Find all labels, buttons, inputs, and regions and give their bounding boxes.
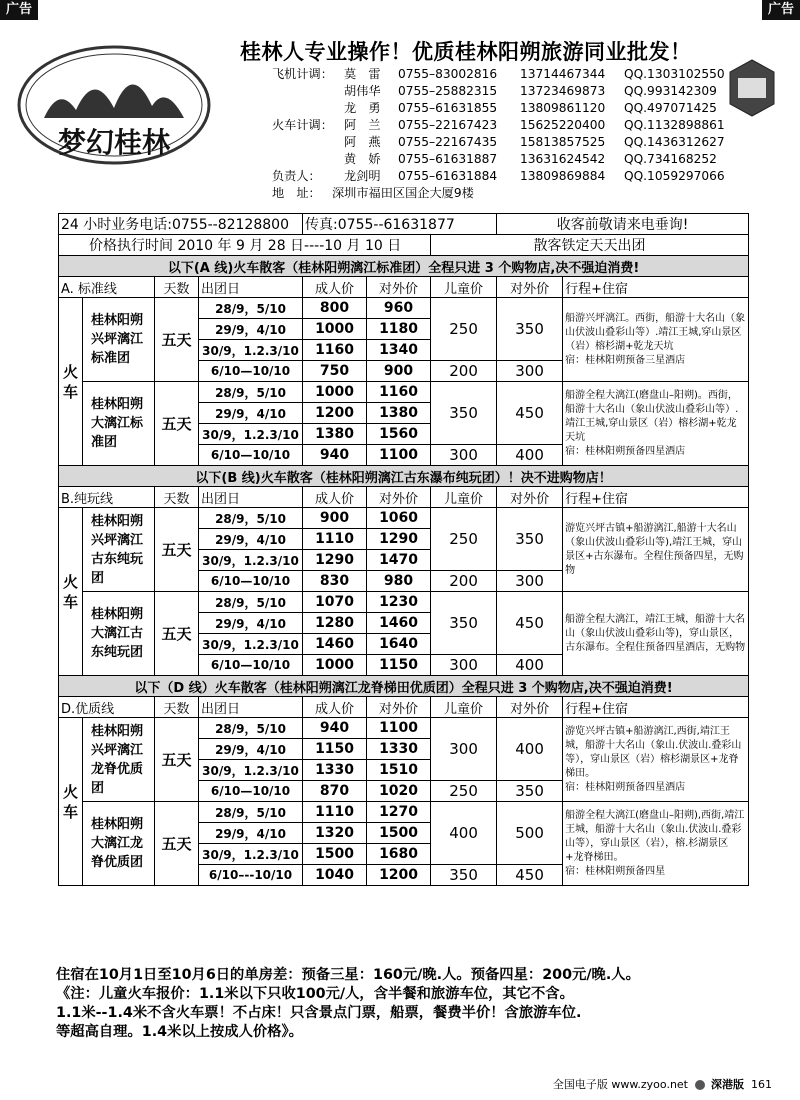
departure-date: 28/9，5/10 [199,592,303,613]
call-note: 收客前敬请来电垂询! [497,214,749,235]
itinerary [563,802,749,886]
external-price: 900 [367,361,431,382]
adult-price: 750 [303,361,367,382]
contact-phone: 0755–61631887 [398,152,498,166]
hotel-text: 宿：桂林阳朔预备四星酒店 [565,781,686,793]
days: 五天 [155,382,199,466]
departure-date: 6/10—10/10 [199,361,303,382]
col-itinerary: 行程+住宿 [563,277,749,298]
price-row [59,802,749,823]
external-price: 1020 [367,781,431,802]
child-external-price: 450 [497,382,563,445]
itinerary [563,298,749,382]
adult-price: 1280 [303,613,367,634]
transport-label: 火车 [59,718,83,886]
daily-departure: 散客铁定天天出团 [431,235,749,256]
adult-price: 1000 [303,655,367,676]
days: 五天 [155,298,199,382]
departure-date: 6/10—10/10 [199,781,303,802]
contact-qq: QQ.497071425 [624,101,717,115]
departure-date: 30/9，1.2.3/10 [199,340,303,361]
transport-label: 火车 [59,298,83,466]
child-price-last: 200 [431,571,497,592]
col-child-external: 对外价 [497,487,563,508]
external-price: 1380 [367,403,431,424]
price-row [59,298,749,319]
external-price: 1150 [367,655,431,676]
col-date: 出团日 [199,697,303,718]
route-name: 桂林阳朔兴坪漓江古东纯玩团 [83,508,155,592]
contact-mobile: 15625220400 [520,118,606,132]
route-name: 桂林阳朔大漓江标准团 [83,382,155,466]
departure-date: 6/10—10/10 [199,445,303,466]
contact-phone: 0755–25882315 [398,84,498,98]
contact-mobile: 15813857525 [520,135,606,149]
adult-price: 940 [303,445,367,466]
days: 五天 [155,718,199,802]
departure-date: 28/9，5/10 [199,382,303,403]
child-external-price-last: 300 [497,571,563,592]
child-price-last: 200 [431,361,497,382]
hotline: 24 小时业务电话:0755--82128800 [59,214,303,235]
child-external-price-last: 400 [497,655,563,676]
departure-date: 29/9，4/10 [199,403,303,424]
line-name: D.优质线 [59,697,155,718]
validity-row [59,235,749,256]
adult-price: 940 [303,718,367,739]
contact-label: 火车计调： [272,118,333,132]
adult-price: 1200 [303,403,367,424]
departure-date: 29/9，4/10 [199,529,303,550]
external-price: 1200 [367,865,431,886]
itinerary [563,508,749,592]
footer-logo-icon [695,1080,705,1090]
external-price: 1100 [367,445,431,466]
external-price: 1500 [367,823,431,844]
days: 五天 [155,802,199,886]
departure-date: 29/9，4/10 [199,319,303,340]
price-row [59,508,749,529]
col-itinerary: 行程+住宿 [563,697,749,718]
contact-mobile: 13809869884 [520,169,606,183]
external-price: 1560 [367,424,431,445]
departure-date: 30/9，1.2.3/10 [199,634,303,655]
col-days: 天数 [155,697,199,718]
col-adult: 成人价 [303,277,367,298]
address-value: 深圳市福田区国企大厦9楼 [332,186,474,200]
footnote-line: 《注：儿童火车报价：1.1米以下只收100元/人，含半餐和旅游车位，其它不含。 [56,986,574,1002]
contact-phone: 0755–22167423 [398,118,498,132]
ad-label-right: 广告 [762,0,800,20]
quality-badge-icon [728,58,776,118]
itinerary [563,592,749,676]
external-price: 1330 [367,739,431,760]
section-title: 以下(B 线)火车散客（桂林阳朔漓江古东瀑布纯玩团）！决不进购物店！ [59,466,749,487]
col-child-external: 对外价 [497,697,563,718]
col-adult: 成人价 [303,697,367,718]
child-price-last: 250 [431,781,497,802]
contact-phone: 0755–83002816 [398,67,498,81]
days: 五天 [155,508,199,592]
col-external: 对外价 [367,697,431,718]
itinerary-text: 船游兴坪漓江。西街，船游十大名山（象山伏波山叠彩山等）.靖江王城,穿山景区（岩）榕杉湖+乾龙天坑 [565,312,746,352]
external-price: 1290 [367,529,431,550]
child-price: 250 [431,298,497,361]
adult-price: 1110 [303,529,367,550]
col-date: 出团日 [199,277,303,298]
contact-name: 胡伟华 [344,84,381,98]
logo-text: 梦幻桂林 [57,126,171,159]
contact-name: 龙剑明 [344,169,381,183]
route-name: 桂林阳朔兴坪漓江标准团 [83,298,155,382]
adult-price: 830 [303,571,367,592]
external-price: 1060 [367,508,431,529]
days: 五天 [155,592,199,676]
contact-label: 飞机计调： [272,67,333,81]
departure-date: 28/9，5/10 [199,298,303,319]
price-row [59,592,749,613]
col-itinerary: 行程+住宿 [563,487,749,508]
child-price-last: 300 [431,655,497,676]
contact-name: 阿 兰 [344,118,381,132]
route-name: 桂林阳朔兴坪漓江龙脊优质团 [83,718,155,802]
external-price: 1470 [367,550,431,571]
section-title: 以下（D 线）火车散客（桂林阳朔漓江龙脊梯田优质团）全程只进 3 个购物店,决不强迫消费! [59,676,749,697]
col-days: 天数 [155,277,199,298]
child-external-price: 500 [497,802,563,865]
footer-site: 全国电子版 www.zyoo.net [552,1078,688,1091]
itinerary-text: 船游全程大漓江(磨盘山–阳朔)。西街，船游十大名山（象山伏波山叠彩山等）.靖江王城,穿山景区（岩）榕杉湖+乾龙天坑 [565,389,739,443]
external-price: 960 [367,298,431,319]
departure-date: 29/9，4/10 [199,613,303,634]
section-title: 以下(A 线)火车散客（桂林阳朔漓江标准团）全程只进 3 个购物店,决不强迫消费! [59,256,749,277]
footer-edition: 深港版 [711,1078,744,1091]
company-logo [14,40,214,170]
price-row [59,718,749,739]
contact-qq: QQ.993142309 [624,84,717,98]
page-number: 161 [751,1078,772,1091]
itinerary-text: 游览兴坪古镇+船游漓江,西街,靖江王城，船游十大名山（象山.伏波山.叠彩山等），穿山景区（岩）榕杉湖景区+龙脊梯田。 [565,725,742,779]
route-name: 桂林阳朔大漓江龙脊优质团 [83,802,155,886]
departure-date: 28/9，5/10 [199,508,303,529]
child-external-price-last: 450 [497,865,563,886]
contact-mobile: 13631624542 [520,152,606,166]
contact-name: 龙 勇 [344,101,381,115]
child-external-price: 450 [497,592,563,655]
itinerary-text: 船游全程大漓江(磨盘山–阳朔),西街,靖江王城，船游十大名山（象山.伏波山.叠彩山等），穿山景区（岩），榕.杉湖景区+龙脊梯田。 [565,809,745,863]
contact-name: 阿 燕 [344,135,381,149]
child-price-last: 300 [431,445,497,466]
headline: 桂林人专业操作！优质桂林阳朔旅游同业批发！ [240,40,692,64]
external-price: 1640 [367,634,431,655]
child-external-price: 350 [497,508,563,571]
adult-price: 1000 [303,382,367,403]
fax: 传真:0755--61631877 [303,214,497,235]
external-price: 1270 [367,802,431,823]
adult-price: 870 [303,781,367,802]
adult-price: 1330 [303,760,367,781]
info-row [59,214,749,235]
header-row [59,487,749,508]
contact-phone: 0755–22167435 [398,135,498,149]
departure-date: 6/10–--10/10 [199,865,303,886]
adult-price: 1040 [303,865,367,886]
footnotes [56,966,776,1042]
adult-price: 1380 [303,424,367,445]
validity: 价格执行时间 2010 年 9 月 28 日----10 月 10 日 [59,235,431,256]
header-row [59,697,749,718]
departure-date: 6/10—10/10 [199,571,303,592]
adult-price: 1290 [303,550,367,571]
child-external-price: 400 [497,718,563,781]
child-external-price-last: 350 [497,781,563,802]
page-footer [553,1076,772,1092]
external-price: 1340 [367,340,431,361]
section-band [59,676,749,697]
price-row [59,382,749,403]
hotel-text: 宿：桂林阳朔预备三星酒店 [565,354,686,366]
adult-price: 1000 [303,319,367,340]
contact-qq: QQ.1132898861 [624,118,725,132]
contact-mobile: 13714467344 [520,67,606,81]
departure-date: 29/9，4/10 [199,739,303,760]
adult-price: 1500 [303,844,367,865]
col-external: 对外价 [367,277,431,298]
adult-price: 1150 [303,739,367,760]
child-price: 300 [431,718,497,781]
departure-date: 30/9，1.2.3/10 [199,550,303,571]
col-days: 天数 [155,487,199,508]
header-row [59,277,749,298]
contact-label: 负责人： [272,169,321,183]
price-table [58,213,749,886]
route-name: 桂林阳朔大漓江古东纯玩团 [83,592,155,676]
footnote-line: 等超高自理。1.4米以上按成人价格》。 [56,1024,303,1040]
adult-price: 1320 [303,823,367,844]
section-band [59,256,749,277]
external-price: 1460 [367,613,431,634]
external-price: 1180 [367,319,431,340]
child-price: 250 [431,508,497,571]
line-name: A. 标准线 [59,277,155,298]
external-price: 1510 [367,760,431,781]
col-child: 儿童价 [431,277,497,298]
contact-phone: 0755–61631855 [398,101,498,115]
contact-mobile: 13809861120 [520,101,606,115]
child-price-last: 350 [431,865,497,886]
ad-label-left: 广告 [0,0,38,20]
external-price: 1680 [367,844,431,865]
adult-price: 1160 [303,340,367,361]
adult-price: 900 [303,508,367,529]
departure-date: 30/9，1.2.3/10 [199,760,303,781]
external-price: 1160 [367,382,431,403]
col-child: 儿童价 [431,697,497,718]
contact-qq: QQ.1436312627 [624,135,725,149]
transport-label: 火车 [59,508,83,676]
contact-name: 莫 雷 [344,67,381,81]
adult-price: 1070 [303,592,367,613]
contact-name: 黄 娇 [344,152,381,166]
external-price: 980 [367,571,431,592]
itinerary [563,382,749,466]
departure-date: 30/9，1.2.3/10 [199,844,303,865]
contact-qq: QQ.1059297066 [624,169,725,183]
child-external-price-last: 300 [497,361,563,382]
departure-date: 30/9，1.2.3/10 [199,424,303,445]
contact-qq: QQ.734168252 [624,152,717,166]
footnote-line: 1.1米--1.4米不含火车票！不占床！只含景点门票，船票，餐费半价！含旅游车位. [56,1005,582,1021]
contact-phone: 0755–61631884 [398,169,498,183]
hotel-text: 宿：桂林阳朔预备四星酒店 [565,445,686,457]
child-external-price-last: 400 [497,445,563,466]
itinerary-text: 船游全程大漓江，靖江王城，船游十大名山（象山伏波山叠彩山等)，穿山景区，古东瀑布。全程住预备四星酒店，无购物 [565,613,746,653]
child-external-price: 350 [497,298,563,361]
col-external: 对外价 [367,487,431,508]
adult-price: 1110 [303,802,367,823]
adult-price: 1460 [303,634,367,655]
line-name: B.纯玩线 [59,487,155,508]
departure-date: 29/9，4/10 [199,823,303,844]
external-price: 1100 [367,718,431,739]
child-price: 350 [431,382,497,445]
col-date: 出团日 [199,487,303,508]
col-adult: 成人价 [303,487,367,508]
address-label: 地 址： [272,186,321,200]
itinerary [563,718,749,802]
departure-date: 28/9，5/10 [199,802,303,823]
itinerary-text: 游览兴坪古镇+船游漓江,船游十大名山（象山伏波山叠彩山等),靖江王城，穿山景区+古东瀑布。全程住预备四星，无购物 [565,522,744,576]
adult-price: 800 [303,298,367,319]
departure-date: 6/10—10/10 [199,655,303,676]
contact-mobile: 13723469873 [520,84,606,98]
section-band [59,466,749,487]
child-price: 400 [431,802,497,865]
hotel-text: 宿：桂林阳朔预备四星 [565,865,666,877]
col-child-external: 对外价 [497,277,563,298]
contact-qq: QQ.1303102550 [624,67,725,81]
child-price: 350 [431,592,497,655]
footnote-line: 住宿在10月1日至10月6日的单房差：预备三星：160元/晚.人。预备四星：200元/晚.人。 [56,967,640,983]
col-child: 儿童价 [431,487,497,508]
external-price: 1230 [367,592,431,613]
departure-date: 28/9，5/10 [199,718,303,739]
